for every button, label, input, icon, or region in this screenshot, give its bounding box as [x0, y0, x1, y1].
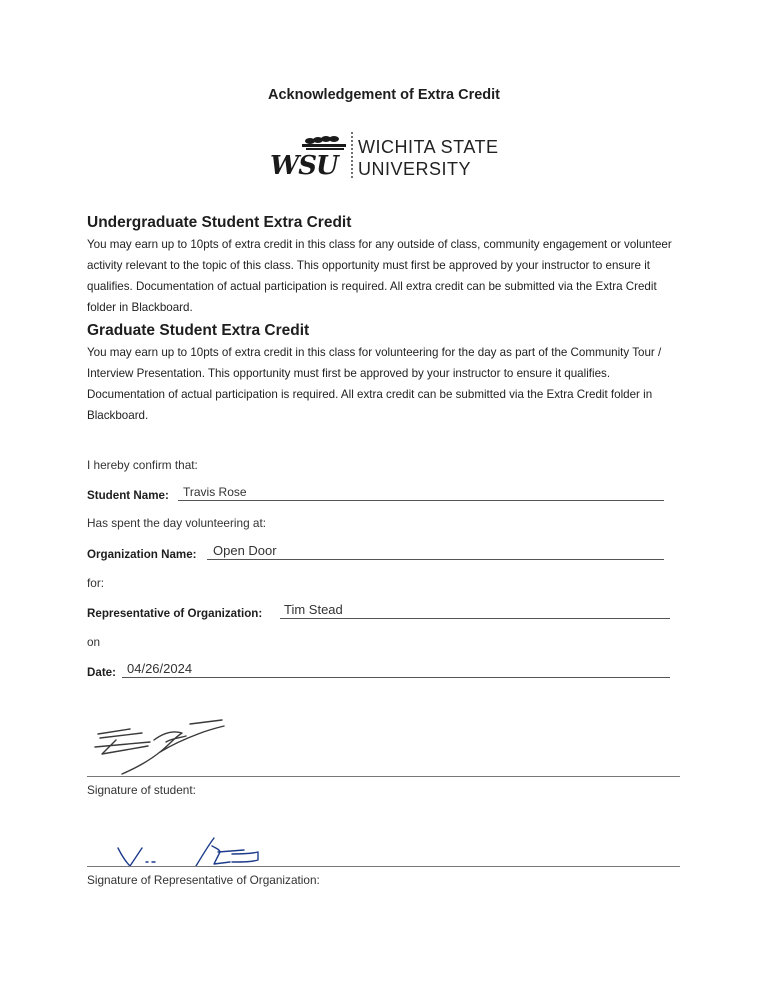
undergrad-heading: Undergraduate Student Extra Credit [87, 214, 352, 231]
student-signature-line [87, 776, 680, 777]
rep-signature-caption: Signature of Representative of Organization: [87, 873, 320, 887]
date-label: Date: [87, 666, 116, 679]
grad-text: You may earn up to 10pts of extra credit in this class for volunteering for the day as part of the Community Tour / Interview Presentation. This opportunity must first be approved by your instructor to ensure it qualifies. Documentation of actual participation is required. All extra credit can be submitted via the Extra Credit folder in Blackboard. [87, 346, 662, 422]
student-name-field[interactable]: Travis Rose [183, 485, 247, 499]
org-name-row [87, 541, 665, 561]
rep-signature-line [87, 866, 680, 867]
org-name-label: Organization Name: [87, 548, 197, 561]
rep-field[interactable]: Tim Stead [284, 602, 343, 617]
rep-row [87, 600, 671, 620]
student-name-line [178, 500, 664, 501]
wheat-shocker-icon [266, 130, 354, 182]
wsu-logo [266, 130, 506, 186]
rep-label: Representative of Organization: [87, 607, 263, 620]
rep-line [280, 618, 670, 619]
student-signature [90, 716, 240, 780]
date-line [122, 677, 670, 678]
date-field[interactable]: 04/26/2024 [127, 661, 193, 676]
confirm-text: I hereby confirm that: [87, 458, 198, 472]
logo-line-1: WICHITA STATE [358, 137, 499, 157]
date-row [87, 659, 671, 679]
undergrad-text: You may earn up to 10pts of extra credit in this class for any outside of class, community engagement or volunteer activity relevant to the topic of this class. This opportunity must first be approved by your instructor to ensure it qualifies. Documentation of actual participation is required. All extra credit can be submitted via the Extra Credit folder in Blackboard. [87, 238, 672, 314]
org-name-field[interactable]: Open Door [213, 543, 277, 558]
for-text: for: [87, 576, 105, 590]
on-text: on [87, 635, 101, 649]
student-signature-caption: Signature of student: [87, 783, 196, 797]
org-name-line [207, 559, 664, 560]
logo-wordmark [358, 136, 499, 180]
student-name-row [87, 482, 665, 502]
page-title: Acknowledgement of Extra Credit [267, 87, 501, 103]
logo-mark-text: WSU [270, 151, 338, 181]
volunteering-text: Has spent the day volunteering at: [87, 516, 267, 530]
logo-line-2: UNIVERSITY [358, 159, 472, 179]
grad-heading: Graduate Student Extra Credit [87, 322, 310, 339]
student-name-label: Student Name: [87, 489, 169, 502]
